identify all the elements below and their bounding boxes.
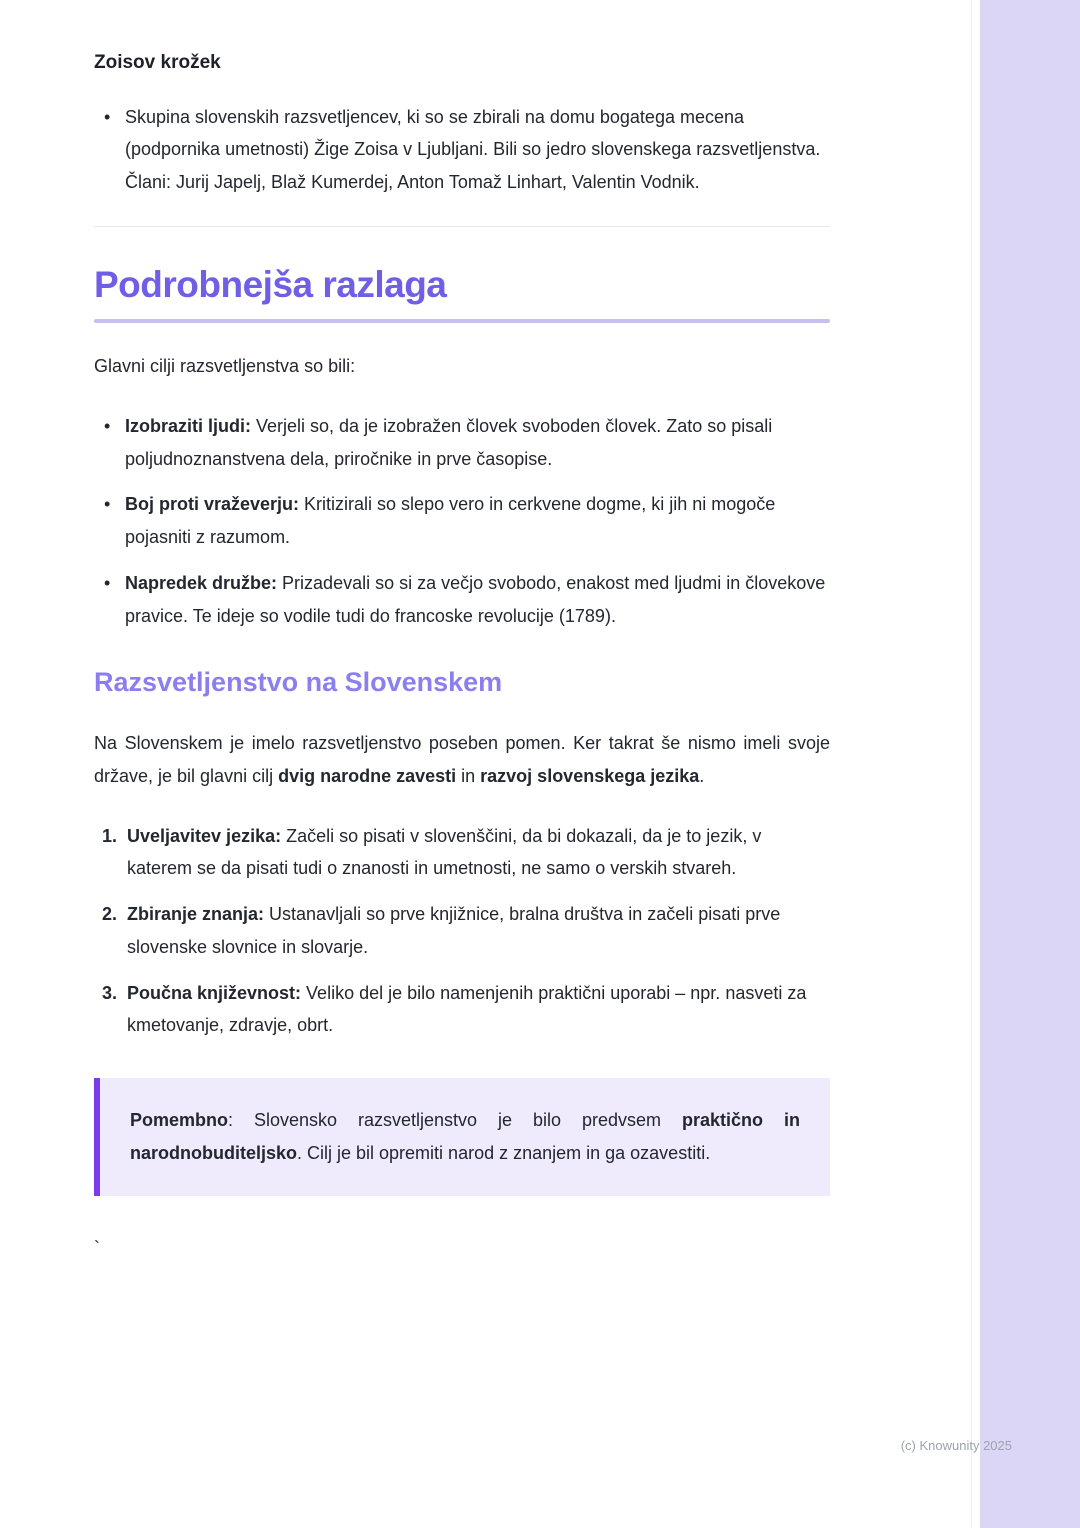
bold-run: Boj proti vraževerju: [125, 494, 300, 515]
list-item [94, 567, 830, 633]
subheading-slovensko: Razsvetljenstvo na Slovenskem [94, 667, 503, 698]
heading-underline [94, 319, 830, 323]
bullet-list-zoisov [94, 101, 830, 199]
bold-run: Izobraziti ljudi: [125, 415, 251, 436]
text-run: . Cilj je bil opremiti narod z znanjem in ga ozavestiti. [297, 1142, 711, 1163]
section-title-zoisov-krozek: Zoisov krožek [94, 52, 221, 73]
bullet-list-goals [94, 410, 830, 633]
bold-run: Napredek družbe: [125, 572, 278, 593]
bold-run: Poučna književnost: [127, 982, 302, 1003]
list-item [94, 820, 830, 886]
bold-run: Pomembno [130, 1110, 229, 1131]
text-run: in [456, 765, 481, 786]
bold-run: dvig narodne zavesti [278, 765, 457, 786]
list-item [94, 410, 830, 476]
bullet-marker-icon: • [104, 494, 111, 515]
paragraph-slovensko [94, 727, 830, 793]
page-heading: Podrobnejša razlaga [94, 263, 447, 305]
bold-run: Uveljavitev jezika: [127, 825, 282, 846]
document-content [94, 46, 830, 1264]
list-item-text [125, 101, 830, 199]
bullet-marker-icon: • [104, 106, 111, 127]
stray-character: ` [94, 1237, 100, 1258]
list-item [94, 488, 830, 554]
list-item [94, 101, 830, 199]
text-run: Skupina slovenskih razsvetljencev, ki so se zbirali na domu bogatega mecena (podpornika umetnosti) Žige Zoisa v Ljubljani. Bili so jedro slovenskega razsvetljenstva. Člani: Jurij Japelj, Blaž Kumerdej, Anton Tomaž Linhart, Valentin Vodnik. [125, 106, 821, 193]
list-number: 2. [102, 904, 118, 925]
text-run: Začeli so pisati v slovenščini, da bi dokazali, da je to jezik, v katerem se da pisati tudi o znanosti in umetnosti, ne samo o verskih stvareh. [127, 825, 762, 879]
list-number: 1. [102, 825, 118, 846]
copyright-text: (c) Knowunity 2025 [900, 1438, 1012, 1453]
bullet-marker-icon: • [104, 415, 111, 436]
text-run: Prizadevali so si za večjo svobodo, enakost med ljudmi in človekove pravice. Te ideje so vodile tudi do francoske revolucije (1789). [125, 572, 826, 626]
list-item-text [125, 410, 830, 476]
bold-run: Zbiranje znanja: [127, 904, 265, 925]
text-run: : Slovensko razsvetljenstvo je bilo predvsem [228, 1110, 683, 1131]
text-run: Ustanavljali so prve knjižnice, bralna društva in začeli pisati prve slovenske slovnice in slovarje. [127, 904, 781, 957]
list-item-text [127, 977, 830, 1043]
list-item-text [125, 567, 830, 633]
callout-text [130, 1104, 800, 1170]
list-item [94, 898, 830, 964]
text-run: . [699, 765, 705, 786]
list-number: 3. [102, 982, 118, 1003]
list-item-text [127, 820, 830, 886]
scrollbar-track[interactable] [980, 0, 1080, 1528]
section-divider [94, 226, 830, 227]
intro-paragraph: Glavni cilji razsvetljenstva so bili: [94, 356, 356, 377]
text-run: Na Slovenskem je imelo razsvetljenstvo poseben pomen. Ker takrat še nismo imeli svoje države, je bil glavni cilj [94, 733, 830, 786]
list-item [94, 977, 830, 1043]
page-edge-line [971, 0, 972, 1528]
text-run: Verjeli so, da je izobražen človek svoboden človek. Zato so pisali poljudnoznanstvena dela, priročnike in prve časopise. [125, 415, 773, 469]
bullet-marker-icon: • [104, 572, 111, 593]
list-item-text [125, 488, 830, 554]
bold-run: razvoj slovenskega jezika [480, 765, 700, 786]
important-callout [94, 1078, 830, 1196]
bold-run: praktično in narodnobuditeljsko [130, 1110, 801, 1163]
numbered-list [94, 820, 830, 1043]
text-run: Kritizirali so slepo vero in cerkvene dogme, ki jih ni mogoče pojasniti z razumom. [125, 494, 776, 548]
list-item-text [127, 898, 830, 964]
text-run: Veliko del je bilo namenjenih praktični uporabi – npr. nasveti za kmetovanje, zdravje, obrt. [127, 982, 807, 1036]
